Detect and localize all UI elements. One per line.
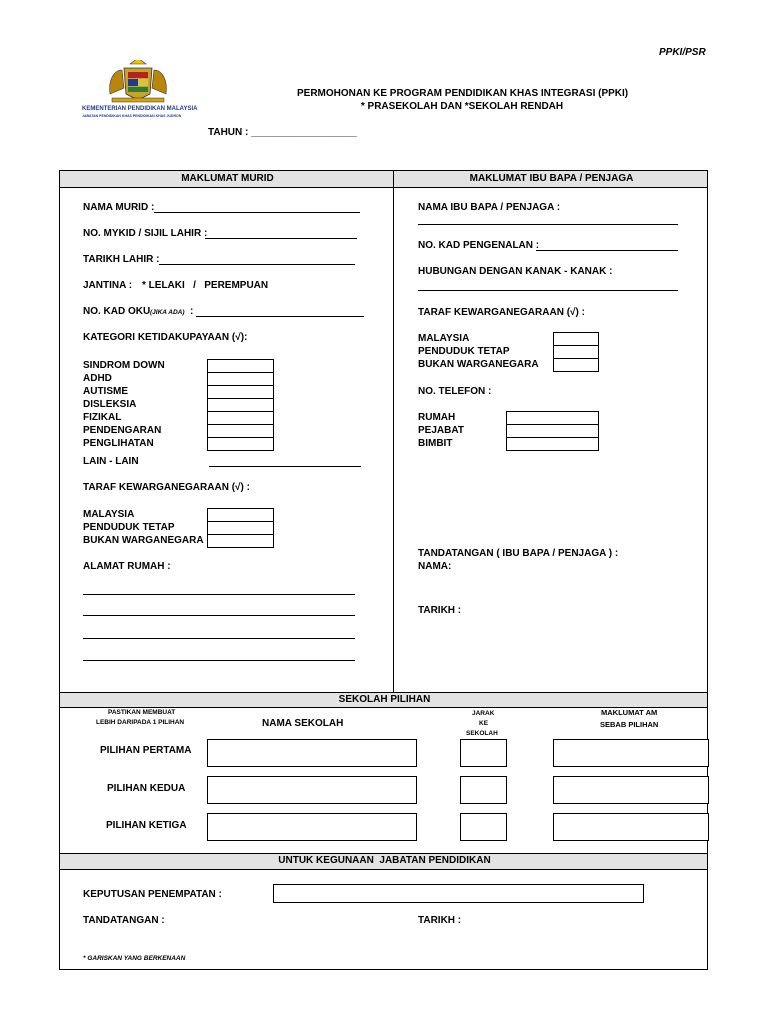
ministry-name: KEMENTERIAN PENDIDIKAN MALAYSIA [82,106,198,112]
parent-citizenship-item: BUKAN WARGANEGARA [418,359,539,370]
student-citizenship-item: MALAYSIA [83,509,135,520]
reason-input[interactable] [553,776,709,804]
disability-label: KATEGORI KETIDAKUPAYAAN (√): [83,332,248,343]
disability-checkbox[interactable] [207,372,274,386]
student-citizenship-checkbox[interactable] [207,534,274,548]
address-line[interactable] [83,660,355,661]
parent-ic-input[interactable] [536,250,678,251]
student-name-label: NAMA MURID : [83,202,155,213]
distance-input[interactable] [460,813,507,841]
reason-input[interactable] [553,739,709,767]
choice-label: PILIHAN KETIGA [106,820,187,831]
coat-of-arms-icon [82,60,194,110]
parent-citizenship-checkbox[interactable] [553,332,599,346]
distance-column: JARAK [472,710,495,717]
office-signature-label: TANDATANGAN : [83,915,165,926]
ministry-logo [82,60,198,122]
gender-label: JANTINA : [83,280,133,291]
disability-item: FIZIKAL [83,412,122,423]
choice-label: PILIHAN KEDUA [107,783,186,794]
column-divider [393,170,394,692]
office-section-header [59,853,708,870]
student-citizenship-label: TARAF KEWARGANEGARAAN (√) : [83,482,250,493]
parent-name-label: NAMA IBU BAPA / PENJAGA : [418,202,561,213]
disability-item: DISLEKSIA [83,399,137,410]
disability-checkbox[interactable] [207,359,274,373]
disability-checkbox[interactable] [207,437,274,451]
parent-citizenship-checkbox[interactable] [553,358,599,372]
school-name-column: NAMA SEKOLAH [262,718,344,729]
phone-label: NO. TELEFON : [418,386,492,397]
dob-input[interactable] [159,264,355,265]
distance-input[interactable] [460,776,507,804]
choice-label: PILIHAN PERTAMA [100,745,192,756]
placement-decision-input[interactable] [273,884,644,903]
disability-item: SINDROM DOWN [83,360,165,371]
student-name-input[interactable] [154,212,360,213]
office-date-label: TARIKH : [418,915,462,926]
oku-label: NO. KAD OKU [83,306,151,317]
address-line[interactable] [83,638,355,639]
oku-input[interactable] [196,316,364,317]
phone-type: RUMAH [418,412,456,423]
oku-colon: : [190,306,194,317]
phone-input[interactable] [506,411,599,425]
placement-decision-label: KEPUTUSAN PENEMPATAN : [83,889,222,900]
info-column: SEBAB PILIHAN [600,720,659,729]
school-heading: SEKOLAH PILIHAN [338,694,431,705]
relation-label: HUBUNGAN DENGAN KANAK - KANAK : [418,266,613,277]
school-name-input[interactable] [207,813,417,841]
parent-date-label: TARIKH : [418,605,462,616]
disability-checkbox[interactable] [207,385,274,399]
parent-citizenship-item: PENDUDUK TETAP [418,346,510,357]
form-title-line2: * PRASEKOLAH DAN *SEKOLAH RENDAH [360,101,564,112]
gender-options[interactable]: * LELAKI / PEREMPUAN [142,280,269,291]
other-disability-input[interactable] [209,466,361,467]
dob-label: TARIKH LAHIR : [83,254,160,265]
phone-input[interactable] [506,424,599,438]
student-heading: MAKLUMAT MURID [181,173,274,184]
office-heading: UNTUK KEGUNAAN JABATAN PENDIDIKAN [278,855,491,866]
distance-column: KE [479,720,489,727]
distance-column: SEKOLAH [466,730,498,737]
student-citizenship-item: BUKAN WARGANEGARA [83,535,204,546]
relation-input[interactable] [418,290,678,291]
address-line[interactable] [83,594,355,595]
address-line[interactable] [83,615,355,616]
parent-name-input[interactable] [418,224,678,225]
disability-item: ADHD [83,373,112,384]
parent-ic-label: NO. KAD PENGENALAN : [418,240,540,251]
ministry-subname: JABATAN PENDIDIKAN KHAS PENDIDIKAN KHAS JUDRON [82,114,182,118]
parent-citizenship-checkbox[interactable] [553,345,599,359]
parent-citizenship-label: TARAF KEWARGANEGARAAN (√) : [418,307,585,318]
disability-checkbox[interactable] [207,424,274,438]
mykid-input[interactable] [205,238,357,239]
phone-type: PEJABAT [418,425,464,436]
other-disability-label: LAIN - LAIN [83,456,139,467]
school-name-input[interactable] [207,776,417,804]
form-code: PPKI/PSR [659,47,706,58]
student-section-header [59,170,394,188]
parent-signature-label: TANDATANGAN ( IBU BAPA / PENJAGA ) : [418,548,619,559]
parent-heading: MAKLUMAT IBU BAPA / PENJAGA [469,173,634,184]
student-citizenship-checkbox[interactable] [207,508,274,522]
student-citizenship-checkbox[interactable] [207,521,274,535]
school-section-header [59,692,708,708]
oku-note: (JIKA ADA) [150,309,185,316]
phone-type: BIMBIT [418,438,453,449]
reason-input[interactable] [553,813,709,841]
parent-citizenship-item: MALAYSIA [418,333,470,344]
distance-input[interactable] [460,739,507,767]
choice-note: LEBIH DARIPADA 1 PILIHAN [96,719,185,726]
mykid-label: NO. MYKID / SIJIL LAHIR : [83,228,208,239]
address-label: ALAMAT RUMAH : [83,561,171,572]
student-citizenship-item: PENDUDUK TETAP [83,522,175,533]
year-field[interactable]: TAHUN : ___________________ [208,127,357,138]
footnote: * GARISKAN YANG BERKENAAN [83,955,186,962]
info-column: MAKLUMAT AM [601,708,658,717]
school-name-input[interactable] [207,739,417,767]
form-title-line1: PERMOHONAN KE PROGRAM PENDIDIKAN KHAS INTEGRASI (PPKI) [297,88,629,99]
phone-input[interactable] [506,437,599,451]
parent-sig-name-label: NAMA: [418,561,452,572]
disability-checkbox[interactable] [207,398,274,412]
choice-note: PASTIKAN MEMBUAT [108,709,176,716]
parent-section-header [393,170,708,188]
disability-item: PENGLIHATAN [83,438,154,449]
disability-item: PENDENGARAN [83,425,162,436]
disability-item: AUTISME [83,386,128,397]
disability-checkbox[interactable] [207,411,274,425]
